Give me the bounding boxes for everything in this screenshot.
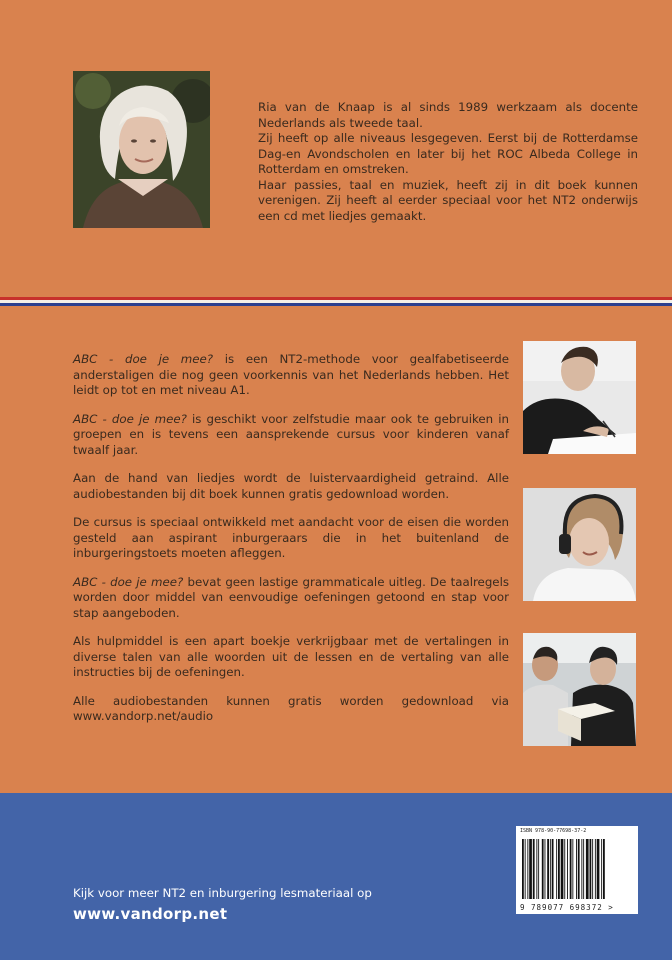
barcode-digits-text: 9 789077 698372 <box>520 903 603 912</box>
book-title: ABC - doe je mee? <box>73 411 187 426</box>
isbn-barcode <box>516 826 638 914</box>
book-title: ABC - doe je mee? <box>73 352 214 366</box>
description-paragraph: De cursus is speciaal ontwikkeld met aandacht voor de eisen die worden gesteld aan aspirant inburgeraars die in het buitenland de inburgeringstoets moeten afleggen. <box>73 515 509 560</box>
description-text: is geschikt voor zelfstudie maar ook te gebruiken in groepen en is tevens een aansprekende cursus voor kinderen vanaf twaalf jaar. <box>73 411 509 457</box>
student-headphones-photo <box>523 488 636 601</box>
author-bio <box>258 100 638 224</box>
student-writing-photo <box>523 341 636 454</box>
description-paragraph: Alle audiobestanden kunnen gratis worden gedownload via www.vandorp.net/audio <box>73 693 509 723</box>
footer-tagline: Kijk voor meer NT2 en inburgering lesmateriaal op <box>73 886 372 900</box>
description-text: bevat geen lastige grammaticale uitleg. De taalregels worden door middel van eenvoudige oefeningen getoond en stap voor stap aangeboden. <box>73 574 509 620</box>
barcode-digits <box>520 903 614 912</box>
description-paragraph <box>73 575 509 622</box>
bio-paragraph: Haar passies, taal en muziek, heeft zij in dit boek kunnen verenigen. Zij heeft al eerder speciaal voor het NT2 onderwijs een cd met liedjes gemaakt. <box>258 177 638 223</box>
book-description <box>73 352 509 738</box>
author-photo <box>73 71 210 228</box>
description-paragraph <box>73 412 509 459</box>
bio-paragraph: Ria van de Knaap is al sinds 1989 werkzaam als docente Nederlands als tweede taal. <box>258 100 638 130</box>
description-text: is een NT2-methode voor gealfabetiseerde anderstaligen die nog geen voorkennis van het Nederlands hebben. Het leidt op tot en met niveau A1. <box>73 352 510 397</box>
students-reading-photo <box>523 633 636 746</box>
barcode-arrow: > <box>608 903 614 912</box>
book-title: ABC - doe je mee? <box>73 574 184 589</box>
isbn-number: ISBN 978-90-77698-37-2 <box>520 828 587 834</box>
description-paragraph <box>73 352 509 399</box>
flag-stripe-blue <box>0 303 672 306</box>
barcode-bars <box>522 839 632 901</box>
description-paragraph: Aan de hand van liedjes wordt de luistervaardigheid getraind. Alle audiobestanden bij dit boek kunnen gratis gedownload worden. <box>73 471 509 501</box>
bio-paragraph: Zij heeft op alle niveaus lesgegeven. Eerst bij de Rotterdamse Dag-en Avondscholen en later bij het ROC Albeda College in Rotterdam en omstreken. <box>258 131 638 176</box>
description-paragraph: Als hulpmiddel is een apart boekje verkrijgbaar met de vertalingen in diverse talen van alle woorden uit de lessen en de vertaling van alle instructies bij de oefeningen. <box>73 634 509 679</box>
footer-website-link[interactable]: www.vandorp.net <box>73 905 228 923</box>
